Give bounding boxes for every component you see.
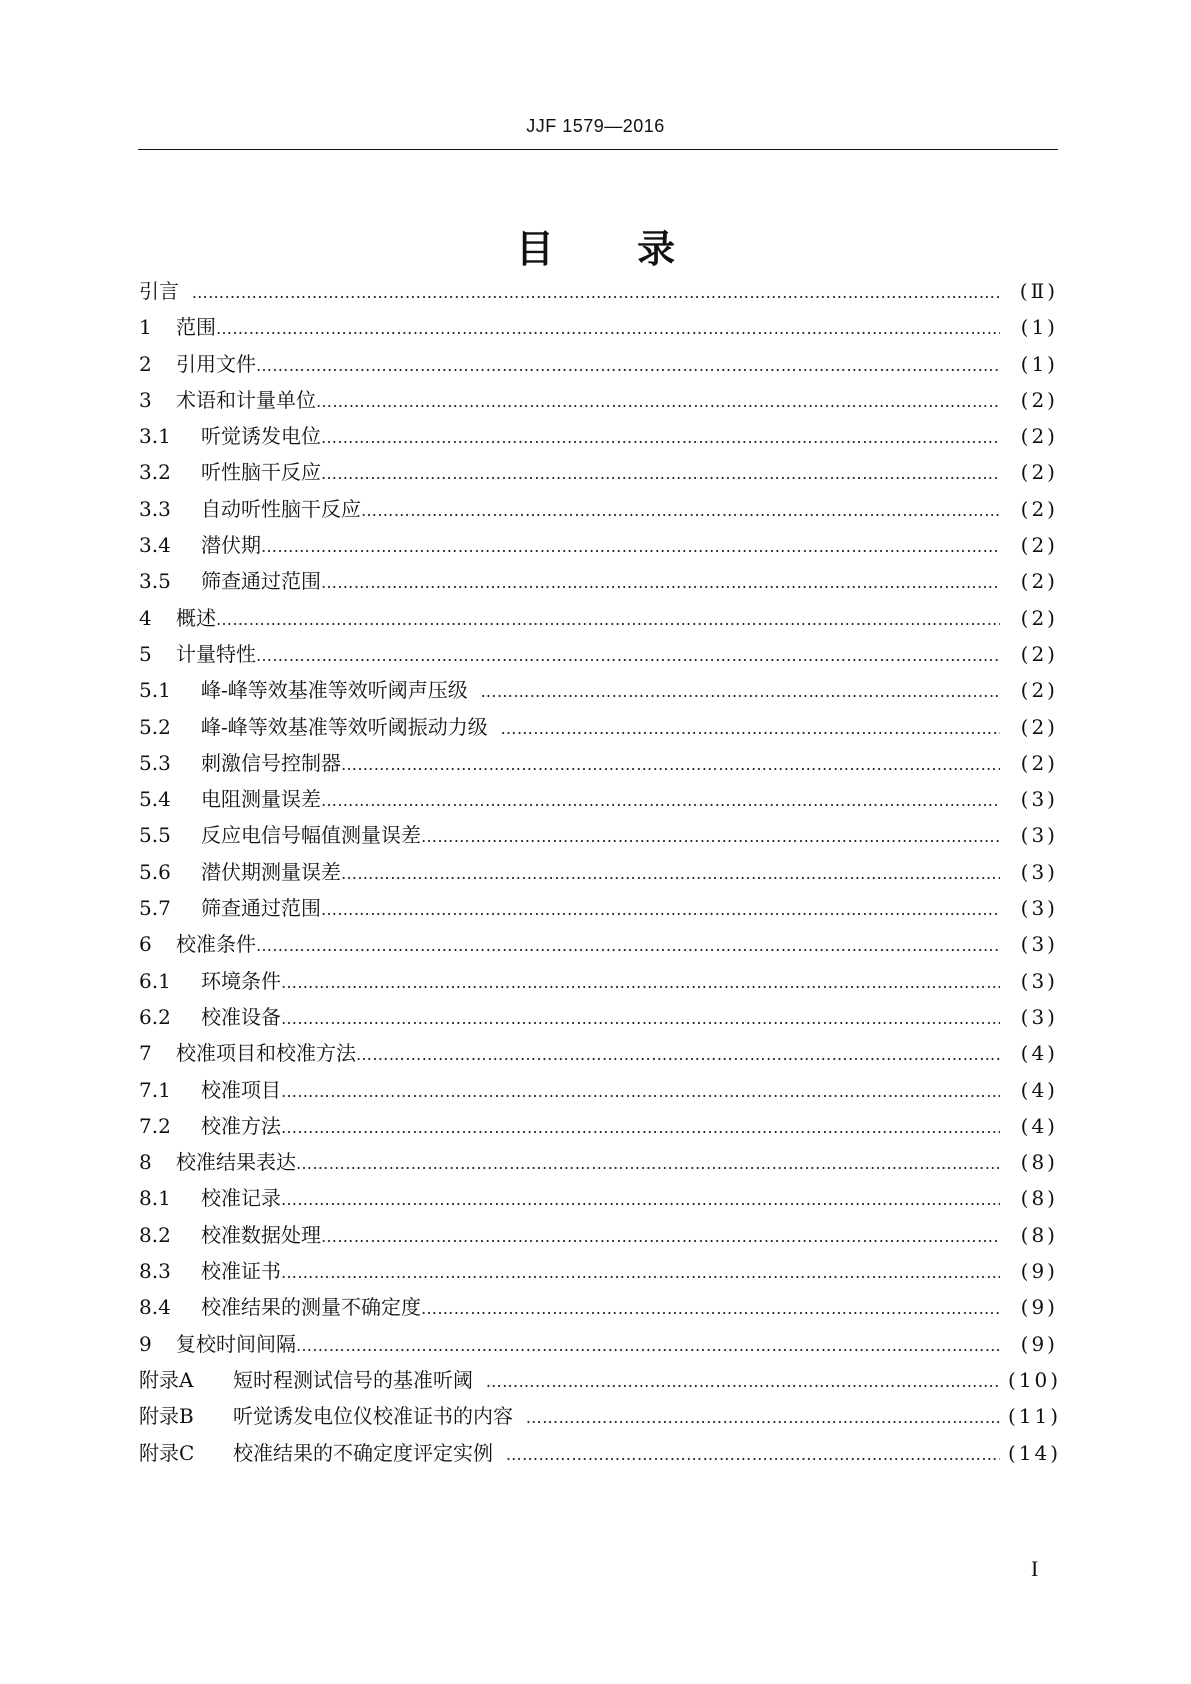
toc-entry[interactable]	[139, 384, 1058, 420]
toc-entry-page: (9)	[1020, 1259, 1058, 1284]
toc-entry-number: 7.2	[139, 1113, 171, 1138]
toc-entry-label: 概述	[176, 605, 216, 630]
toc-entry[interactable]	[139, 311, 1058, 347]
toc-entry[interactable]	[139, 928, 1058, 964]
toc-entry[interactable]	[139, 348, 1058, 384]
toc-entry[interactable]	[139, 1328, 1058, 1364]
toc-entry-page: (14)	[1008, 1440, 1062, 1465]
toc-entry[interactable]	[139, 819, 1058, 855]
dot-leader	[192, 283, 1000, 302]
toc-entry-page: (2)	[1020, 569, 1058, 594]
toc-entry-number: 8	[139, 1150, 152, 1175]
toc-entry-label: 环境条件	[201, 968, 281, 993]
toc-entry-page: (2)	[1020, 533, 1058, 558]
toc-entry-page: (3)	[1020, 1004, 1058, 1029]
toc-entry[interactable]	[139, 529, 1058, 565]
toc-entry-label: 筛查通过范围	[201, 569, 321, 594]
dot-leader	[500, 719, 1000, 738]
toc-entry-label: 复校时间间隔	[176, 1331, 296, 1356]
dot-leader	[281, 1082, 1000, 1101]
toc-entry[interactable]	[139, 1364, 1062, 1400]
dot-leader	[281, 1190, 1000, 1209]
toc-entry-number: 5.4	[139, 787, 171, 812]
dot-leader	[421, 827, 1000, 846]
toc-entry-page: (3)	[1020, 896, 1058, 921]
toc-entry-number: 6.2	[139, 1004, 171, 1029]
toc-entry-label: 峰-峰等效基准等效听阈振动力级	[201, 714, 488, 739]
dot-leader	[321, 464, 1000, 483]
toc-entry-label: 反应电信号幅值测量误差	[201, 823, 421, 848]
toc-entry-page: (2)	[1020, 714, 1058, 739]
toc-entry-number: 5.2	[139, 714, 171, 739]
toc-entry-number: 8.3	[139, 1259, 171, 1284]
dot-leader	[281, 1263, 1000, 1282]
toc-entry-label: 校准数据处理	[201, 1222, 321, 1247]
toc-entry-number: 9	[139, 1331, 152, 1356]
toc-entry-number: 5.1	[139, 678, 171, 703]
toc-entry-label: 听觉诱发电位	[201, 424, 321, 449]
toc-entry-number: 7.1	[139, 1077, 171, 1102]
toc-entry-number: 4	[139, 605, 152, 630]
toc-entry[interactable]	[139, 1291, 1058, 1327]
dot-leader	[321, 791, 1000, 810]
toc-entry-page: (4)	[1020, 1041, 1058, 1066]
header-rule	[138, 149, 1058, 150]
toc-entry-label: 术语和计量单位	[176, 387, 316, 412]
toc-entry-label: 校准条件	[176, 932, 256, 957]
toc-entry-label: 潜伏期	[201, 533, 261, 558]
toc-entry-number: 6	[139, 932, 152, 957]
toc-entry-page: (11)	[1008, 1404, 1062, 1429]
table-of-contents	[139, 275, 1062, 1473]
toc-entry-number: 6.1	[139, 968, 171, 993]
dot-leader	[316, 392, 1000, 411]
dot-leader	[321, 573, 1000, 592]
dot-leader	[356, 1045, 1000, 1064]
toc-entry[interactable]	[139, 1001, 1058, 1037]
toc-entry-label: 校准方法	[201, 1113, 281, 1138]
toc-entry-page: (8)	[1020, 1186, 1058, 1211]
toc-entry-number: 8.2	[139, 1222, 171, 1247]
toc-entry-number: 5	[139, 641, 152, 666]
toc-entry-label: 筛查通过范围	[201, 896, 321, 921]
dot-leader	[256, 646, 1000, 665]
toc-entry[interactable]	[139, 1182, 1058, 1218]
toc-entry-number: 3	[139, 387, 152, 412]
toc-entry-label: 自动听性脑干反应	[201, 496, 361, 521]
toc-entry-number: 3.4	[139, 533, 171, 558]
toc-entry-page: (3)	[1020, 968, 1058, 993]
toc-entry-label: 校准记录	[201, 1186, 281, 1211]
dot-leader	[480, 682, 1000, 701]
toc-entry-label: 校准项目	[201, 1077, 281, 1102]
dot-leader	[321, 1227, 1000, 1246]
toc-entry-page: (1)	[1020, 351, 1058, 376]
dot-leader	[296, 1336, 1000, 1355]
toc-entry-page: (2)	[1020, 460, 1058, 485]
dot-leader	[506, 1445, 1000, 1464]
dot-leader	[256, 356, 1000, 375]
toc-entry[interactable]	[139, 1219, 1058, 1255]
dot-leader	[256, 936, 1000, 955]
dot-leader	[526, 1408, 1000, 1427]
toc-entry-page: (9)	[1020, 1295, 1058, 1320]
toc-entry-page: (3)	[1020, 859, 1058, 884]
toc-entry-page: (2)	[1020, 750, 1058, 775]
toc-entry-number: 1	[139, 315, 152, 340]
toc-entry-label: 短时程测试信号的基准听阈	[233, 1367, 473, 1392]
dot-leader	[281, 1118, 1000, 1137]
toc-entry-number: 3.1	[139, 424, 171, 449]
toc-entry-number: 附录A	[139, 1367, 194, 1392]
dot-leader	[421, 1299, 1000, 1318]
toc-entry[interactable]	[139, 1255, 1058, 1291]
toc-entry-label: 引言	[139, 279, 179, 303]
toc-entry-page: (8)	[1020, 1150, 1058, 1175]
toc-entry[interactable]	[139, 565, 1058, 601]
dot-leader	[361, 501, 1000, 520]
toc-entry-page: (2)	[1020, 496, 1058, 521]
dot-leader	[216, 319, 1000, 338]
toc-entry-page: (Ⅱ)	[1019, 279, 1058, 303]
toc-entry-number: 附录B	[139, 1404, 194, 1429]
toc-entry-label: 校准设备	[201, 1004, 281, 1029]
toc-entry-page: (4)	[1020, 1113, 1058, 1138]
toc-entry[interactable]	[139, 892, 1058, 928]
dot-leader	[321, 428, 1000, 447]
toc-entry-label: 范围	[176, 315, 216, 340]
toc-entry[interactable]	[139, 602, 1058, 638]
toc-entry-label: 校准结果的测量不确定度	[201, 1295, 421, 1320]
toc-entry-label: 校准结果表达	[176, 1150, 296, 1175]
toc-entry-number: 8.4	[139, 1295, 171, 1320]
dot-leader	[281, 973, 1000, 992]
toc-entry[interactable]	[139, 711, 1058, 747]
toc-entry-number: 5.7	[139, 896, 171, 921]
dot-leader	[296, 1154, 1000, 1173]
toc-entry-page: (2)	[1020, 641, 1058, 666]
toc-entry-label: 校准结果的不确定度评定实例	[233, 1440, 493, 1465]
toc-entry-page: (2)	[1020, 387, 1058, 412]
toc-entry[interactable]	[139, 856, 1058, 892]
toc-entry-number: 7	[139, 1041, 152, 1066]
dot-leader	[321, 900, 1000, 919]
toc-entry-label: 峰-峰等效基准等效听阈声压级	[201, 678, 468, 703]
toc-entry-number: 3.3	[139, 496, 171, 521]
toc-entry-page: (4)	[1020, 1077, 1058, 1102]
page-folio: I	[1031, 1556, 1039, 1581]
toc-entry-page: (9)	[1020, 1331, 1058, 1356]
toc-entry-number: 3.5	[139, 569, 171, 594]
toc-entry[interactable]	[139, 674, 1058, 710]
toc-entry-label: 刺激信号控制器	[201, 750, 341, 775]
toc-entry-page: (3)	[1020, 787, 1058, 812]
dot-leader	[486, 1372, 1000, 1391]
toc-entry[interactable]	[139, 783, 1058, 819]
dot-leader	[261, 537, 1000, 556]
toc-entry[interactable]	[139, 1400, 1062, 1436]
toc-entry[interactable]	[139, 1037, 1058, 1073]
toc-entry[interactable]	[139, 1074, 1058, 1110]
toc-entry-page: (10)	[1008, 1367, 1062, 1392]
toc-entry-number: 5.5	[139, 823, 171, 848]
toc-entry-number: 附录C	[139, 1440, 195, 1465]
dot-leader	[216, 610, 1000, 629]
toc-entry-page: (3)	[1020, 932, 1058, 957]
toc-entry-number: 8.1	[139, 1186, 171, 1211]
toc-entry-page: (3)	[1020, 823, 1058, 848]
toc-entry[interactable]	[139, 1146, 1058, 1182]
toc-entry-number: 2	[139, 351, 152, 376]
toc-entry[interactable]	[139, 1437, 1062, 1473]
toc-entry[interactable]	[139, 493, 1058, 529]
running-header: JJF 1579—2016	[526, 116, 665, 136]
toc-entry[interactable]	[139, 456, 1058, 492]
toc-entry-label: 引用文件	[176, 351, 256, 376]
toc-entry[interactable]	[139, 1110, 1058, 1146]
toc-entry-label: 潜伏期测量误差	[201, 859, 341, 884]
dot-leader	[341, 755, 1000, 774]
toc-entry-label: 听性脑干反应	[201, 460, 321, 485]
toc-entry-number: 5.3	[139, 750, 171, 775]
dot-leader	[341, 864, 1000, 883]
toc-entry-label: 听觉诱发电位仪校准证书的内容	[233, 1404, 513, 1429]
toc-entry-number: 5.6	[139, 859, 171, 884]
toc-entry-page: (1)	[1020, 315, 1058, 340]
dot-leader	[281, 1009, 1000, 1028]
toc-entry-page: (2)	[1020, 424, 1058, 449]
page-title: 目 录	[515, 227, 676, 272]
toc-entry[interactable]	[139, 747, 1058, 783]
toc-entry-page: (2)	[1020, 605, 1058, 630]
toc-entry[interactable]	[139, 965, 1058, 1001]
toc-entry-page: (8)	[1020, 1222, 1058, 1247]
toc-entry-page: (2)	[1020, 678, 1058, 703]
toc-entry[interactable]	[139, 638, 1058, 674]
toc-entry-label: 电阻测量误差	[201, 787, 321, 812]
toc-entry-label: 校准证书	[201, 1259, 281, 1284]
toc-entry-number: 3.2	[139, 460, 171, 485]
toc-entry-label: 校准项目和校准方法	[176, 1041, 356, 1066]
toc-entry-label: 计量特性	[176, 641, 256, 666]
toc-entry[interactable]	[139, 420, 1058, 456]
toc-entry[interactable]	[139, 275, 1058, 311]
